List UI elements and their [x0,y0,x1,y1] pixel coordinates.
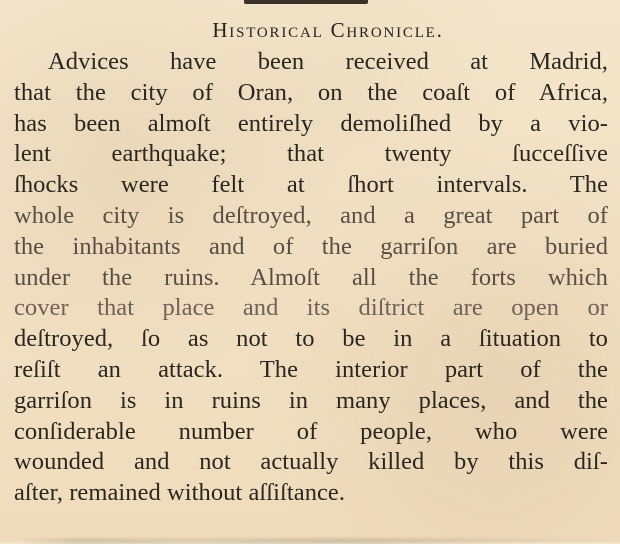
article-line: wounded and not actually killed by this diſ- [14,448,608,476]
article-line: has been almoſt entirely demoliſhed by a vio- [14,109,608,137]
article-line: whole city is deſtroyed, and a great part of [14,201,608,229]
article-line: ſhocks were felt at ſhort intervals. The [14,171,608,199]
article-line: reſiſt an attack. The interior part of the [14,355,608,383]
article-line: aſter, remained without aſſiſtance. [14,479,346,507]
section-heading: Historical Chronicle. [212,18,444,42]
article-line: deſtroyed, ſo as not to be in a ſituation to [14,325,608,353]
article-line: the inhabitants and of the garriſon are buried [14,232,608,260]
article-line: lent earthquake; that twenty ſucceſſive [14,140,608,168]
top-rule [244,0,368,4]
article-line: Advices have been received at Madrid, [48,48,608,75]
article-body [14,47,608,509]
article-line: garriſon is in ruins in many places, and the [14,386,608,414]
page-bleed-through [18,538,608,544]
article-line: under the ruins. Almoſt all the forts which [14,263,608,291]
article-line: conſiderable number of people, who were [14,417,608,445]
page-column [14,15,608,509]
article-line: cover that place and its diſtrict are open or [14,294,608,322]
article-line: that the city of Oran, on the coaſt of Africa, [14,78,608,106]
